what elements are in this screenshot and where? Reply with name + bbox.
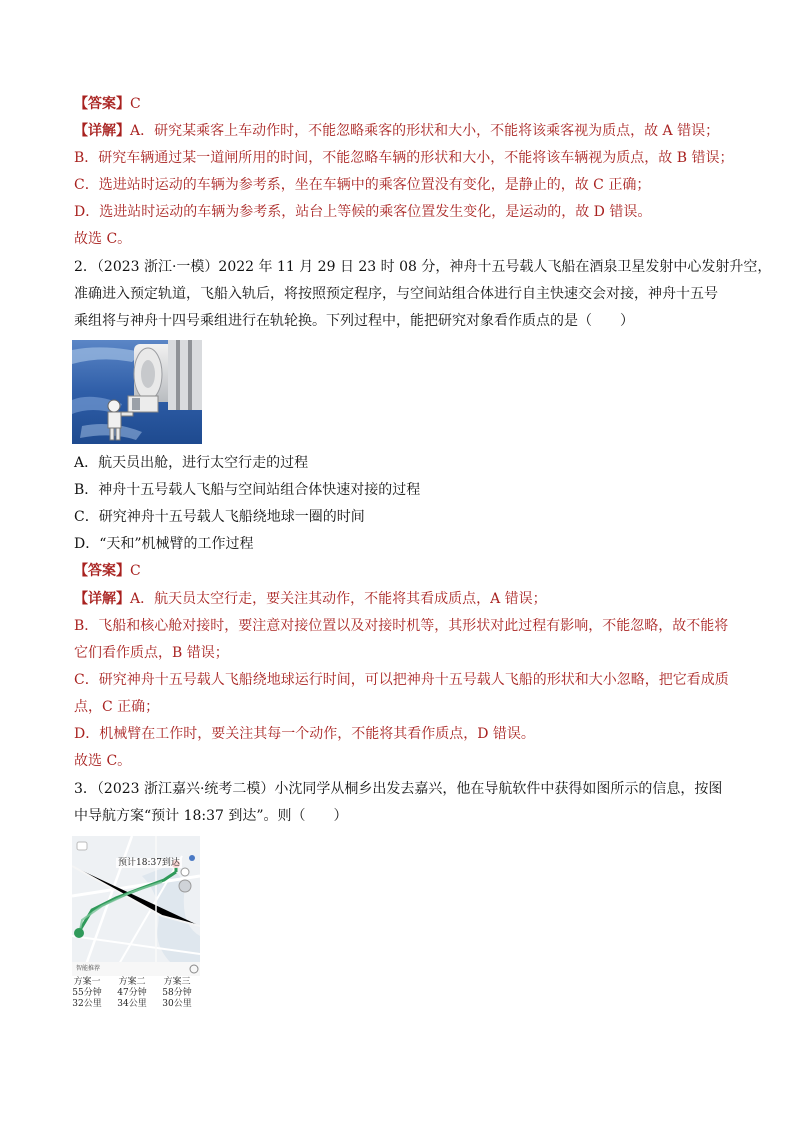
q1-answer-line <box>74 94 141 114</box>
plan-name: 方案二 <box>118 977 146 987</box>
q2-detail-d: D．机械臂在工作时，要关注其每一个动作，不能将其看作质点，D 错误。 <box>74 726 535 742</box>
plan-time: 47分钟 <box>117 988 147 998</box>
map-eta-label: 预计18:37到达 <box>118 858 180 868</box>
route-plan-3 <box>162 977 192 1010</box>
plan-name: 方案三 <box>163 977 191 987</box>
q2-detail-b-2: 它们看作质点，B 错误； <box>74 645 229 661</box>
q1-detail-d: D．选进站时运动的车辆为参考系，站台上等候的乘客位置发生变化，是运动的，故 D 错误。 <box>74 204 652 220</box>
q2-conclusion: 故选 C。 <box>74 753 132 769</box>
q2-stem-line-1: 2．（2023 浙江·一模）2022 年 11 月 29 日 23 时 08 分，神舟十五号载人飞船在酒泉卫星发射中心发射升空， <box>74 259 772 275</box>
detail-tag: 【详解】 <box>74 123 130 139</box>
q2-detail-a-text: A．航天员太空行走，要关注其动作，不能将其看成质点，A 错误； <box>130 591 547 607</box>
q2-option-c: C．研究神舟十五号载人飞船绕地球一圈的时间 <box>74 509 365 525</box>
plan-distance: 30公里 <box>162 999 192 1009</box>
plan-distance: 34公里 <box>117 999 147 1009</box>
detail-tag: 【详解】 <box>74 591 130 607</box>
q1-detail-c: C．选进站时运动的车辆为参考系，坐在车辆中的乘客位置没有变化，是静止的，故 C 正确； <box>74 177 651 193</box>
route-plan-1 <box>72 977 102 1010</box>
q2-detail-c-1: C．研究神舟十五号载人飞船绕地球运行时间，可以把神舟十五号载人飞船的形状和大小忽略，把它看成质 <box>74 672 729 688</box>
plan-distance: 32公里 <box>72 999 102 1009</box>
q2-detail-a <box>74 589 547 609</box>
route-plan-2 <box>117 977 147 1010</box>
plan-time: 55分钟 <box>72 988 102 998</box>
q1-detail-b: B．研究车辆通过某一道闸所用的时间，不能忽略车辆的形状和大小，不能将该车辆视为质点，故 B 错误； <box>74 150 734 166</box>
answer-value: C <box>130 96 141 112</box>
plan-time: 58分钟 <box>162 988 192 998</box>
q2-stem-line-2: 准确进入预定轨道，飞船入轨后，将按照预定程序，与空间站组合体进行自主快速交会对接，神舟十五号 <box>74 286 718 302</box>
navigation-map-image <box>72 836 200 976</box>
q2-detail-b-1: B．飞船和核心舱对接时，要注意对接位置以及对接时机等，其形状对此过程有影响，不能忽略，故不能将 <box>74 618 729 634</box>
q2-option-d: D．“天和”机械臂的工作过程 <box>74 536 254 552</box>
q2-stem-line-3: 乘组将与神舟十四号乘组进行在轨轮换。下列过程中，能把研究对象看作质点的是（ ） <box>74 313 634 329</box>
map-bottom-label: 智能推荐 <box>76 965 101 972</box>
q1-detail-a-text: A．研究某乘客上车动作时，不能忽略乘客的形状和大小，不能将该乘客视为质点，故 A 错误； <box>130 123 720 139</box>
q1-conclusion: 故选 C。 <box>74 231 132 247</box>
astronaut-spacewalk-image <box>72 340 202 444</box>
q2-option-b: B．神舟十五号载人飞船与空间站组合体快速对接的过程 <box>74 482 421 498</box>
q3-stem-line-1: 3．（2023 浙江嘉兴·统考二模）小沈同学从桐乡出发去嘉兴，他在导航软件中获得如图所示的信息，按图 <box>74 781 723 797</box>
q1-detail-a <box>74 121 719 141</box>
q2-option-a: A．航天员出舱，进行太空行走的过程 <box>74 455 309 471</box>
plan-name: 方案一 <box>73 977 101 987</box>
q2-answer-line <box>74 561 141 581</box>
answer-value: C <box>130 563 141 579</box>
answer-tag: 【答案】 <box>74 563 130 579</box>
q2-detail-c-2: 点，C 正确； <box>74 699 160 715</box>
answer-tag: 【答案】 <box>74 96 130 112</box>
q3-stem-line-2: 中导航方案“预计 18:37 到达”。则（ ） <box>74 808 348 824</box>
